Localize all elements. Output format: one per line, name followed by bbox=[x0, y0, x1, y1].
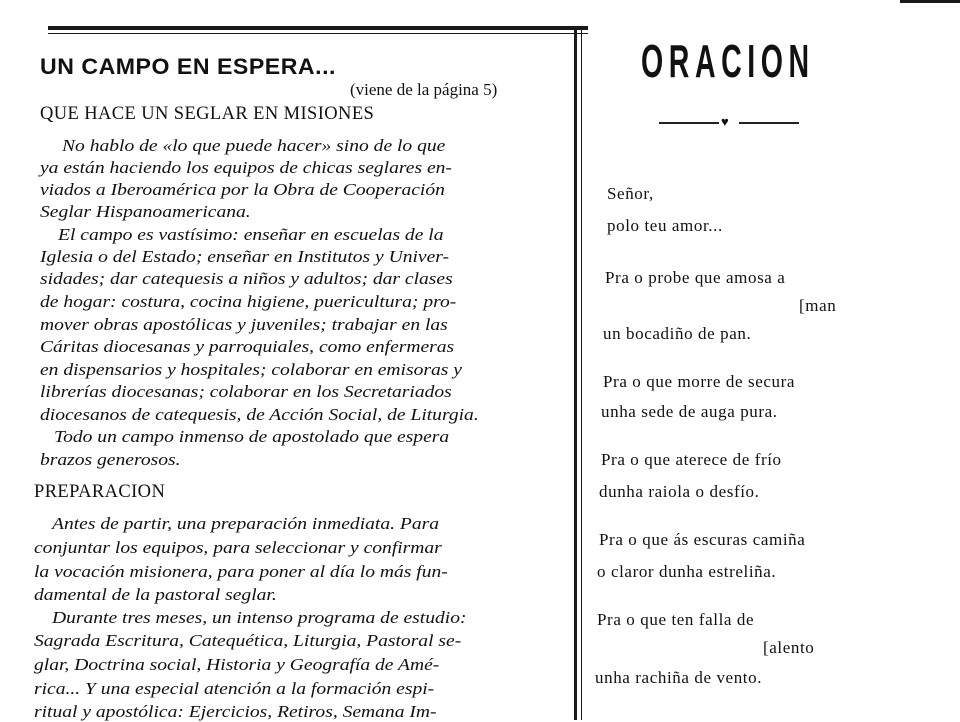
ornament-line-right bbox=[739, 122, 799, 124]
article-line: diocesanos de catequesis, de Acción Social, de Liturgia. bbox=[40, 405, 479, 424]
article-line: Durante tres meses, un intenso programa de estudio: bbox=[52, 608, 467, 627]
section-heading-preparacion: PREPARACION bbox=[34, 482, 166, 502]
article-line: ritual y apostólica: Ejercicios, Retiros, Semana Im- bbox=[34, 702, 437, 721]
poem-line: Señor, bbox=[607, 184, 654, 203]
article-line: de hogar: costura, cocina higiene, puericultura; pro- bbox=[40, 292, 457, 311]
ornament-line-left bbox=[659, 122, 719, 124]
article-line: Antes de partir, una preparación inmediata. Para bbox=[52, 514, 439, 533]
article-line: ya están haciendo los equipos de chicas seglares en- bbox=[40, 158, 452, 177]
poem-line: Pra o que aterece de frío bbox=[601, 450, 782, 469]
article-line: en dispensarios y hospitales; colaborar en emisoras y bbox=[40, 360, 462, 379]
right-edge-rule bbox=[900, 0, 960, 3]
article-line: glar, Doctrina social, Historia y Geografía de Amé- bbox=[34, 655, 440, 674]
article-headline: UN CAMPO EN ESPERA... bbox=[40, 54, 336, 79]
top-rule bbox=[48, 26, 588, 30]
top-rule-thin bbox=[48, 33, 588, 34]
article-line: Seglar Hispanoamericana. bbox=[40, 202, 251, 221]
poem-line: Pra o que morre de secura bbox=[603, 372, 796, 391]
poem-line: un bocadiño de pan. bbox=[603, 324, 752, 343]
article-line: Cáritas diocesanas y parroquiales, como enfermeras bbox=[40, 337, 455, 356]
poem-title: ORACION bbox=[641, 35, 815, 87]
poem-line: [man bbox=[799, 296, 837, 315]
article-line: brazos generosos. bbox=[40, 450, 181, 469]
heart-icon: ♥ bbox=[721, 114, 729, 129]
article-line: viados a Iberoamérica por la Obra de Cooperación bbox=[40, 180, 445, 199]
article-line: la vocación misionera, para poner al día lo más fun- bbox=[34, 562, 448, 581]
article-line: El campo es vastísimo: enseñar en escuelas de la bbox=[58, 225, 444, 244]
column-divider-thick bbox=[574, 28, 577, 720]
poem-line: unha rachiña de vento. bbox=[595, 668, 763, 687]
poem-line: dunha raiola o desfío. bbox=[599, 482, 760, 501]
article-line: sidades; dar catequesis a niños y adultos; dar clases bbox=[40, 269, 453, 288]
poem-line: [alento bbox=[763, 638, 815, 657]
column-divider-thin bbox=[581, 28, 582, 720]
article-line: Iglesia o del Estado; enseñar en Institutos y Univer- bbox=[40, 247, 450, 266]
poem-line: Pra o probe que amosa a bbox=[605, 268, 786, 287]
article-line: mover obras apostólicas y juveniles; trabajar en las bbox=[40, 315, 448, 334]
article-line: rica... Y una especial atención a la formación espi- bbox=[34, 679, 435, 698]
article-line: Sagrada Escritura, Catequética, Liturgia, Pastoral se- bbox=[34, 631, 462, 650]
continued-note: (viene de la página 5) bbox=[350, 80, 498, 99]
poem-line: Pra o que ás escuras camiña bbox=[599, 530, 806, 549]
poem-line: unha sede de auga pura. bbox=[601, 402, 778, 421]
section-heading-misiones: QUE HACE UN SEGLAR EN MISIONES bbox=[40, 104, 375, 124]
poem-line: o claror dunha estreliña. bbox=[597, 562, 777, 581]
article-line: damental de la pastoral seglar. bbox=[34, 585, 277, 604]
article-line: librerías diocesanas; colaborar en los Secretariados bbox=[40, 382, 452, 401]
article-line: Todo un campo inmenso de apostolado que espera bbox=[54, 427, 450, 446]
article-line: conjuntar los equipos, para seleccionar y confirmar bbox=[34, 538, 442, 557]
poem-line: polo teu amor... bbox=[607, 216, 723, 235]
article-line: No hablo de «lo que puede hacer» sino de lo que bbox=[62, 136, 446, 155]
poem-line: Pra o que ten falla de bbox=[597, 610, 755, 629]
